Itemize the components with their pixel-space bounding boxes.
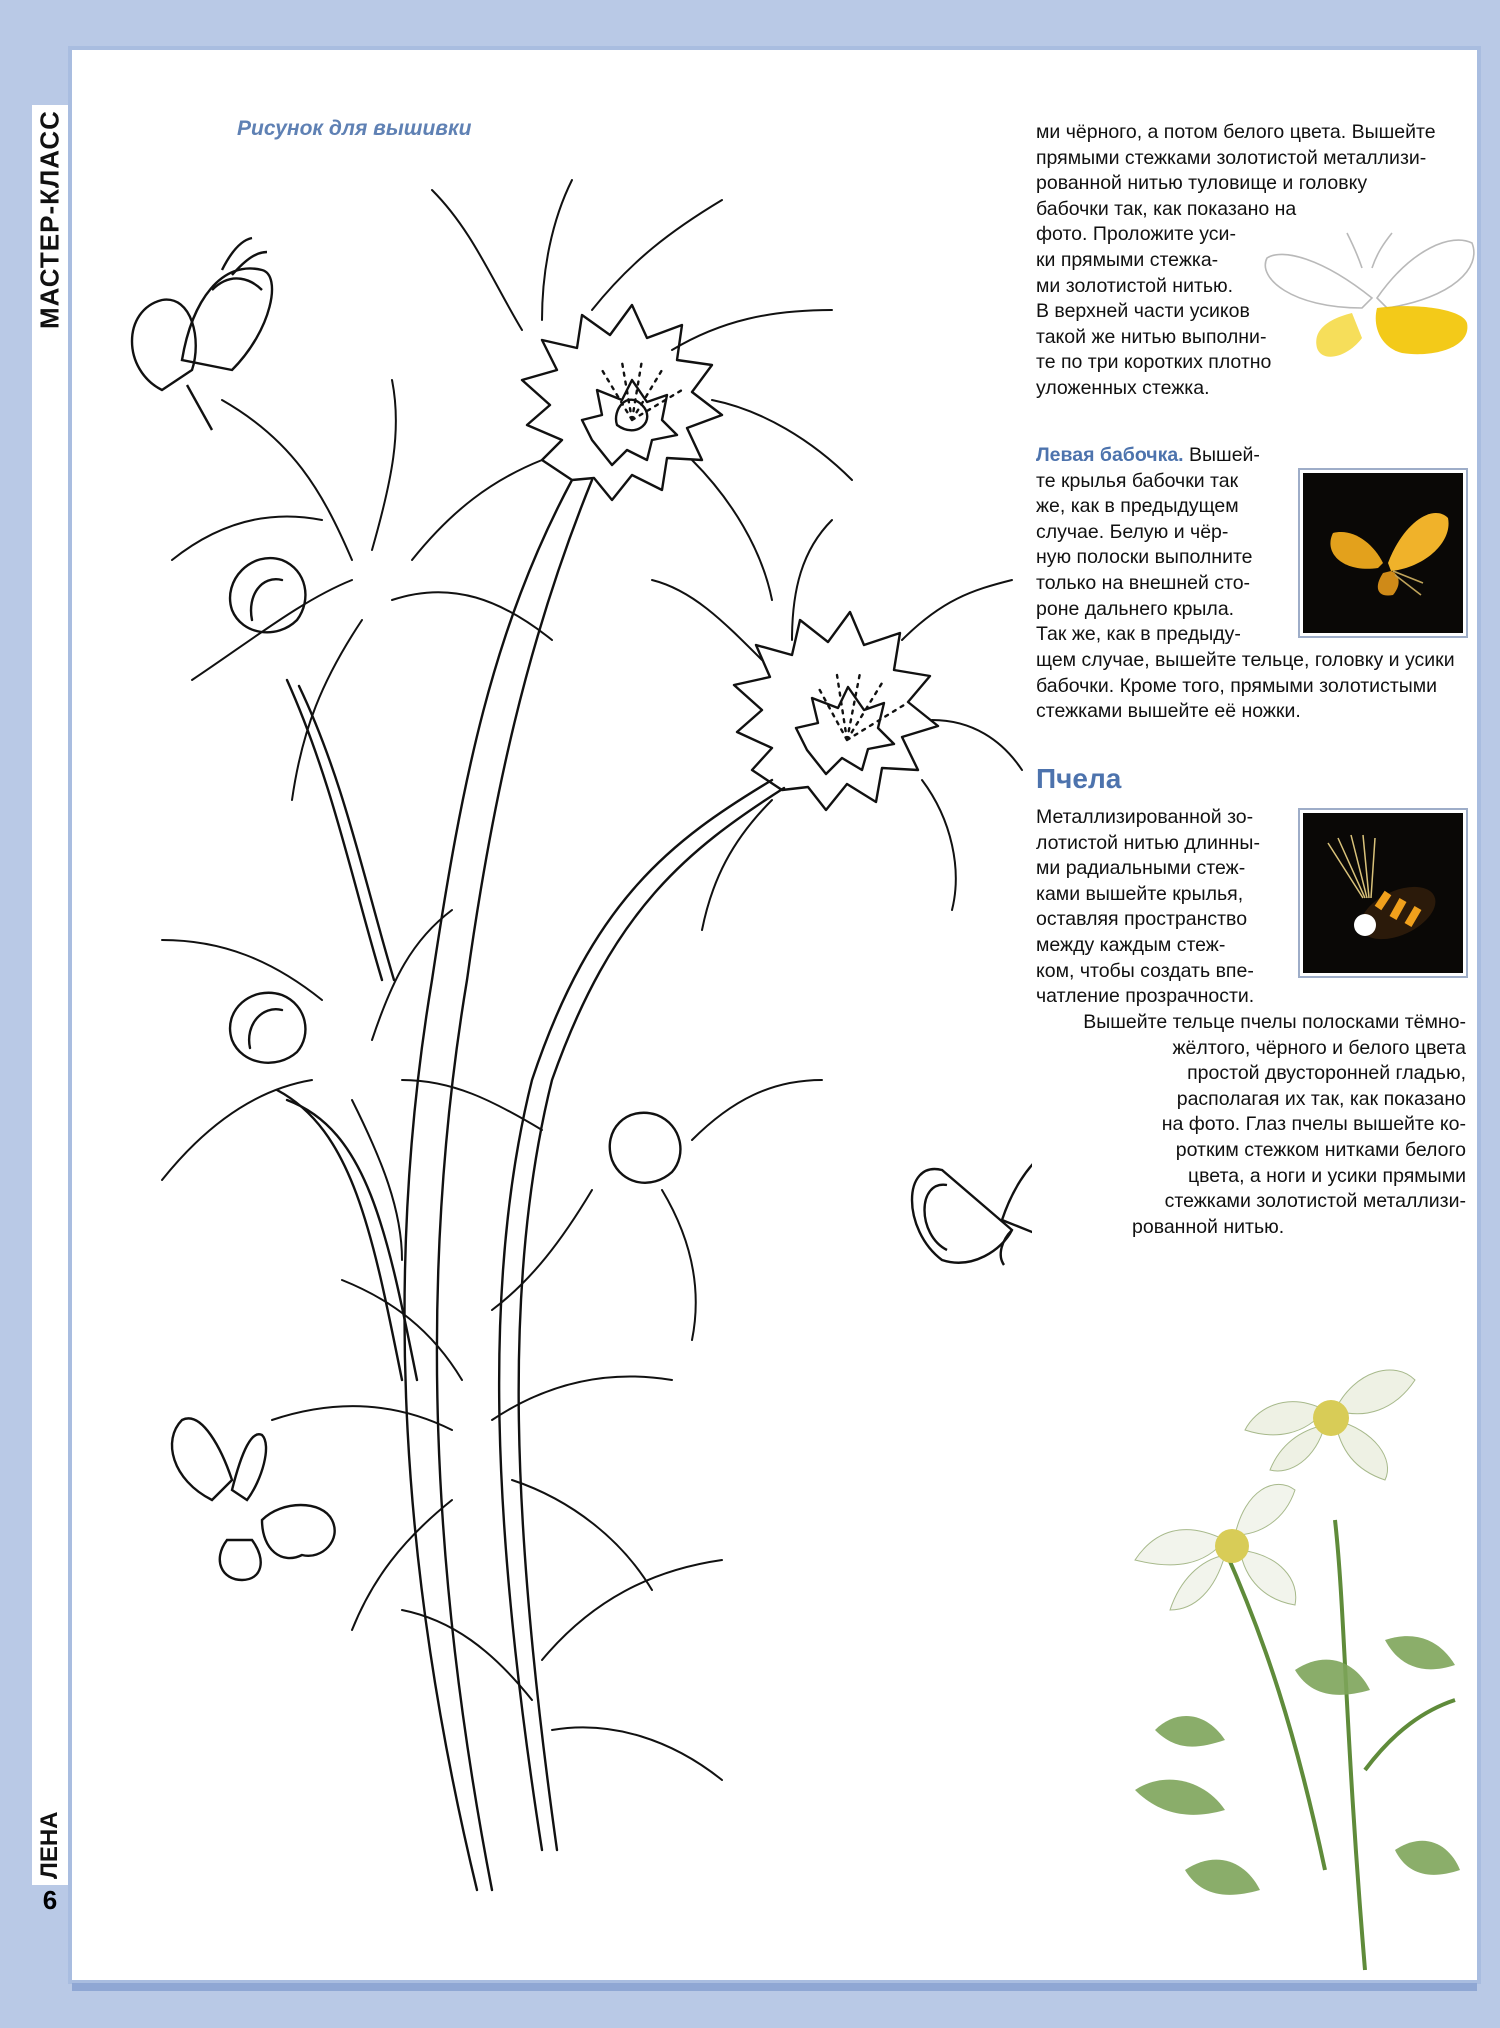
middle-flower xyxy=(734,612,938,810)
side-strip xyxy=(32,105,68,1885)
butterfly-outline-icon xyxy=(132,238,272,430)
plant-flower-top xyxy=(1245,1370,1415,1480)
embroidered-butterfly-photo xyxy=(1300,470,1466,636)
plant-watercolor-photo xyxy=(1095,1310,1475,1980)
section-label: МАСТЕР-КЛАСС xyxy=(32,105,68,335)
bee-text-narrow: Металлизированной зо- лотистой нитью длинны- ми радиальными стеж- ками вышейте крылья, оставляя пространство между каждым стеж- ком, чтобы создать впе- чатление прозрачности. xyxy=(1036,806,1260,1008)
flower-line-drawing xyxy=(72,80,1032,1960)
page-number: 6 xyxy=(42,1885,58,1915)
intro-text: ми чёрного, а потом белого цвета. Вышейте прямыми стежками золотистой металлизи- рованной нитью туловище и головку бабочки так, как показано на фото. Проложите уси- ки прямыми стежка- ми золотистой нитью. В верхней части усиков такой же нитью выполни- те по три коротких плотно уложенных стежка. xyxy=(1036,121,1436,399)
bee-outline-icon xyxy=(172,1418,335,1580)
left-butterfly-text-wide: щем случае, вышейте тельце, головку и усики бабочки. Кроме того, прямыми золотистыми стежками вышейте её ножки. xyxy=(1036,649,1455,723)
bee-heading: Пчела xyxy=(1036,763,1122,794)
bee-text-wide: Вышейте тельце пчелы полосками тёмно- жёлтого, чёрного и белого цвета простой двусторонней гладью, располагая их так, как показано на фото. Глаз пчелы вышейте ко- ротким стежком нитками белого цвета, а ноги и усики прямыми стежками золотистой металлизи- рованной нитью. xyxy=(1083,1011,1466,1238)
embroidered-bee-photo xyxy=(1300,810,1466,976)
drawing-caption: Рисунок для вышивки xyxy=(237,117,472,140)
bottom-rule xyxy=(72,1983,1477,1991)
left-butterfly-text: Левая бабочка. Вышей- те крылья бабочки так же, как в предыдущем случае. Белую и чёр- ную полоски выполните только на внешней сто- роне дальнего крыла. Так же, как в предыду- xyxy=(1036,444,1260,646)
butterfly-outline-icon xyxy=(912,1138,1032,1265)
top-flower xyxy=(522,305,722,500)
magazine-name: ЛЕНА xyxy=(36,1811,63,1879)
left-butterfly-heading: Левая бабочка. xyxy=(1036,444,1184,466)
plant-flower-left xyxy=(1135,1484,1296,1610)
